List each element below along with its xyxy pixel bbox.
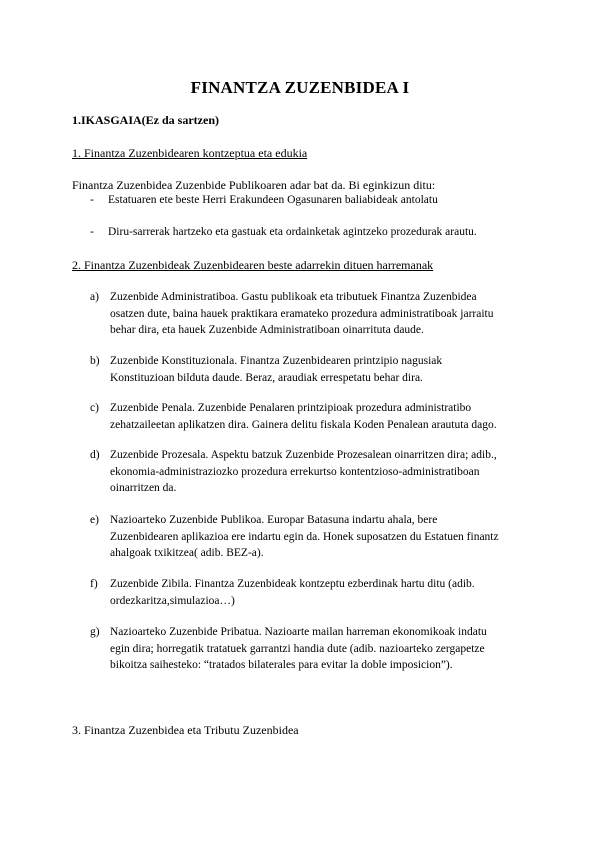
- list-marker: f): [90, 578, 98, 590]
- list-marker: d): [90, 449, 100, 461]
- list-item-line: Zuzenbide Prozesala. Aspektu batzuk Zuzenbide Prozesalean oinarritzen dira; adib.,: [110, 449, 497, 461]
- subject-heading: 1.IKASGAIA(Ez da sartzen): [72, 113, 219, 127]
- list-item-line: osatzen dute, baina hauek praktikara eramateko prozedura administratiboak jarraitu: [110, 307, 494, 320]
- section-2-heading: 2. Finantza Zuzenbideak Zuzenbidearen beste adarrekin dituen harremanak: [72, 258, 434, 272]
- list-item-line: Zuzenbidearen aplikazioa ere indartu egin da. Honek suposatzen du Estatuen finantz: [110, 530, 499, 543]
- list-marker: c): [90, 402, 99, 414]
- list-item-line: ordezkaritza,simulazioa…): [110, 594, 235, 607]
- section-1-intro: Finantza Zuzenbidea Zuzenbide Publikoaren adar bat da. Bi eginkizun ditu:: [72, 178, 436, 192]
- list-item-line: Nazioarteko Zuzenbide Publikoa. Europar Batasuna indartu ahala, bere: [110, 514, 438, 526]
- list-item-line: Zuzenbide Zibila. Finantza Zuzenbideak kontzeptu ezberdinak hartu ditu (adib.: [110, 578, 475, 590]
- section-1-heading: 1. Finantza Zuzenbidearen kontzeptua eta edukia: [72, 146, 308, 160]
- list-item-line: zehatzaileetan aplikatzen dira. Gainera delitu fiskala Koden Penalean araututa dago.: [110, 418, 497, 431]
- list-marker: e): [90, 514, 99, 526]
- bullet-text: Estatuaren ete beste Herri Erakundeen Ogasunaren baliabideak antolatu: [108, 194, 438, 206]
- list-item-line: egin dira; horregatik tratatuek garrantzi handia dute (adib. nazioarteko zergapetze: [110, 642, 485, 655]
- bullet-dash: -: [90, 226, 94, 238]
- list-item-line: ekonomia-administraziozko prozedura errekurtso kontentzioso-administratiboan: [110, 465, 480, 478]
- list-marker: b): [90, 355, 100, 367]
- list-item-line: Zuzenbide Penala. Zuzenbide Penalaren printzipioak prozedura administratibo: [110, 402, 472, 414]
- document-title: FINANTZA ZUZENBIDEA I: [190, 78, 410, 97]
- bullet-text: Diru-sarrerak hartzeko eta gastuak eta ordainketak agintzeko prozedurak arautu.: [108, 226, 477, 238]
- list-item-line: Zuzenbide Administratiboa. Gastu publikoak eta tributuek Finantza Zuzenbidea: [110, 291, 477, 303]
- list-marker: g): [90, 626, 100, 638]
- list-item-line: ahalgoak txikitzea( adib. BEZ-a).: [110, 547, 264, 559]
- list-item-line: Konstituzioan bilduta daude. Beraz, araudiak errespetatu behar dira.: [110, 371, 423, 384]
- list-item-line: Zuzenbide Konstituzionala. Finantza Zuzenbidearen printzipio nagusiak: [110, 355, 443, 367]
- list-item-line: behar dira, eta hauek Zuzenbide Administratiboan oinarrituta daude.: [110, 324, 424, 336]
- list-item-line: bikoitza saihesteko: “tratados bilaterales para evitar la doble imposicion”).: [110, 659, 453, 671]
- list-marker: a): [90, 291, 99, 303]
- section-3-heading: 3. Finantza Zuzenbidea eta Tributu Zuzenbidea: [72, 723, 299, 737]
- list-item-line: Nazioarteko Zuzenbide Pribatua. Nazioarte mailan harreman ekonomikoak indatu: [110, 626, 487, 638]
- list-item-line: oinarritzen da.: [110, 482, 177, 494]
- bullet-dash: -: [90, 194, 94, 206]
